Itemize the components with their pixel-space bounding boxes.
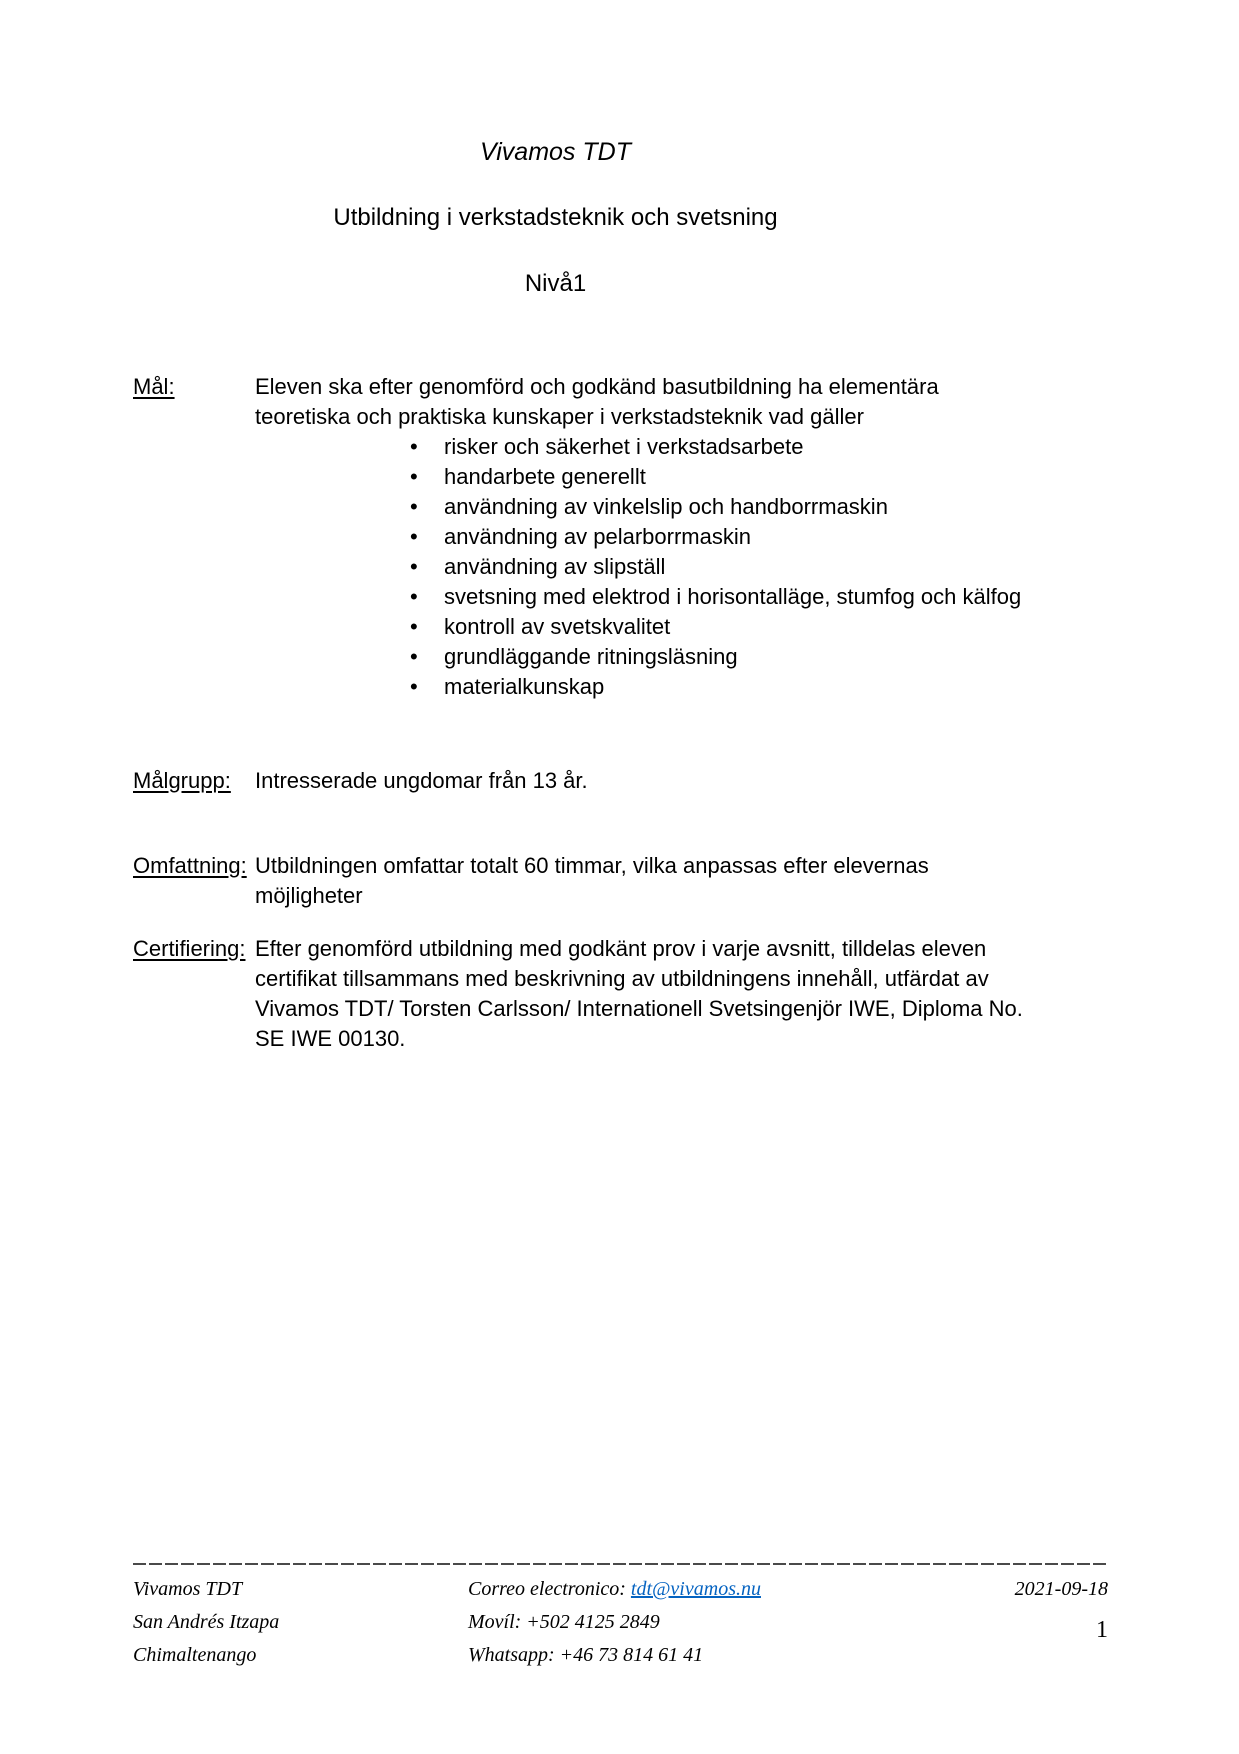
footer-org-name: Vivamos TDT <box>133 1578 243 1600</box>
footer-email-label: Correo electronico: <box>468 1578 631 1600</box>
bullet-item: • användning av pelarborrmaskin <box>410 522 1038 552</box>
footer-address-line: San Andrés Itzapa <box>133 1611 280 1633</box>
section-omfattning-label: Omfattning: <box>133 853 247 878</box>
section-malgrupp-label: Målgrupp: <box>133 768 231 793</box>
section-certifiering-label: Certifiering: <box>133 936 246 961</box>
section-malgrupp <box>133 766 1038 796</box>
bullet-item: • materialkunskap <box>410 672 1038 702</box>
section-omfattning <box>133 851 1038 911</box>
bullet-marker: • <box>410 584 418 609</box>
bullet-item: • användning av slipställ <box>410 552 1038 582</box>
bullet-marker: • <box>410 524 418 549</box>
bullet-item: • grundläggande ritningsläsning <box>410 642 1038 672</box>
bullet-item: • risker och säkerhet i verkstadsarbete <box>410 432 1038 462</box>
footer-address <box>133 1573 468 1672</box>
bullet-item: • användning av vinkelslip och handborrmaskin <box>410 492 1038 522</box>
bullet-marker: • <box>410 464 418 489</box>
footer-contact <box>468 1573 948 1672</box>
bullet-marker: • <box>410 644 418 669</box>
section-mal <box>133 372 1038 432</box>
title-block <box>133 138 978 298</box>
bullet-item: • kontroll av svetskvalitet <box>410 612 1038 642</box>
section-omfattning-text: Utbildningen omfattar totalt 60 timmar, vilka anpassas efter elevernas möjligheter <box>255 853 929 908</box>
bullet-marker: • <box>410 494 418 519</box>
page-footer <box>133 1563 1108 1672</box>
course-title: Utbildning i verkstadsteknik och svetsning <box>333 204 778 231</box>
email-link[interactable]: tdt@vivamos.nu <box>630 1578 761 1600</box>
bullet-marker: • <box>410 614 418 639</box>
section-mal-label: Mål: <box>133 374 175 399</box>
mal-bullet-list <box>410 432 1038 702</box>
footer-date: 2021-09-18 <box>1014 1578 1108 1600</box>
section-malgrupp-text: Intresserade ungdomar från 13 år. <box>255 768 588 793</box>
bullet-marker: • <box>410 674 418 699</box>
organization-title: Vivamos TDT <box>480 138 631 166</box>
footer-whatsapp: Whatsapp: +46 73 814 61 41 <box>468 1644 704 1666</box>
page-number: 1 <box>1096 1617 1108 1643</box>
section-mal-text: Eleven ska efter genomförd och godkänd basutbildning ha elementära teoretiska och praktiska kunskaper i verkstadsteknik vad gäller <box>255 374 939 429</box>
footer-email-row <box>468 1573 948 1606</box>
section-certifiering-text: Efter genomförd utbildning med godkänt prov i varje avsnitt, tilldelas eleven certifikat tillsammans med beskrivning av utbildningens innehåll, utfärdat av Vivamos TDT/ Torsten Carlsson/ Internationell Svetsingenjör IWE, Diploma No. SE IWE 00130. <box>255 936 1023 1051</box>
footer-address-line: Chimaltenango <box>133 1644 257 1666</box>
bullet-item: • svetsning med elektrod i horisontalläge, stumfog och kälfog <box>410 582 1038 612</box>
level-title: Nivå1 <box>524 270 587 297</box>
document-body <box>133 372 1038 1054</box>
bullet-marker: • <box>410 554 418 579</box>
bullet-item: • handarbete generellt <box>410 462 1038 492</box>
footer-right-column <box>948 1573 1108 1672</box>
section-certifiering <box>133 934 1038 1054</box>
footer-separator-line <box>133 1563 1108 1565</box>
bullet-marker: • <box>410 434 418 459</box>
footer-mobile: Movíl: +502 4125 2849 <box>468 1611 660 1633</box>
